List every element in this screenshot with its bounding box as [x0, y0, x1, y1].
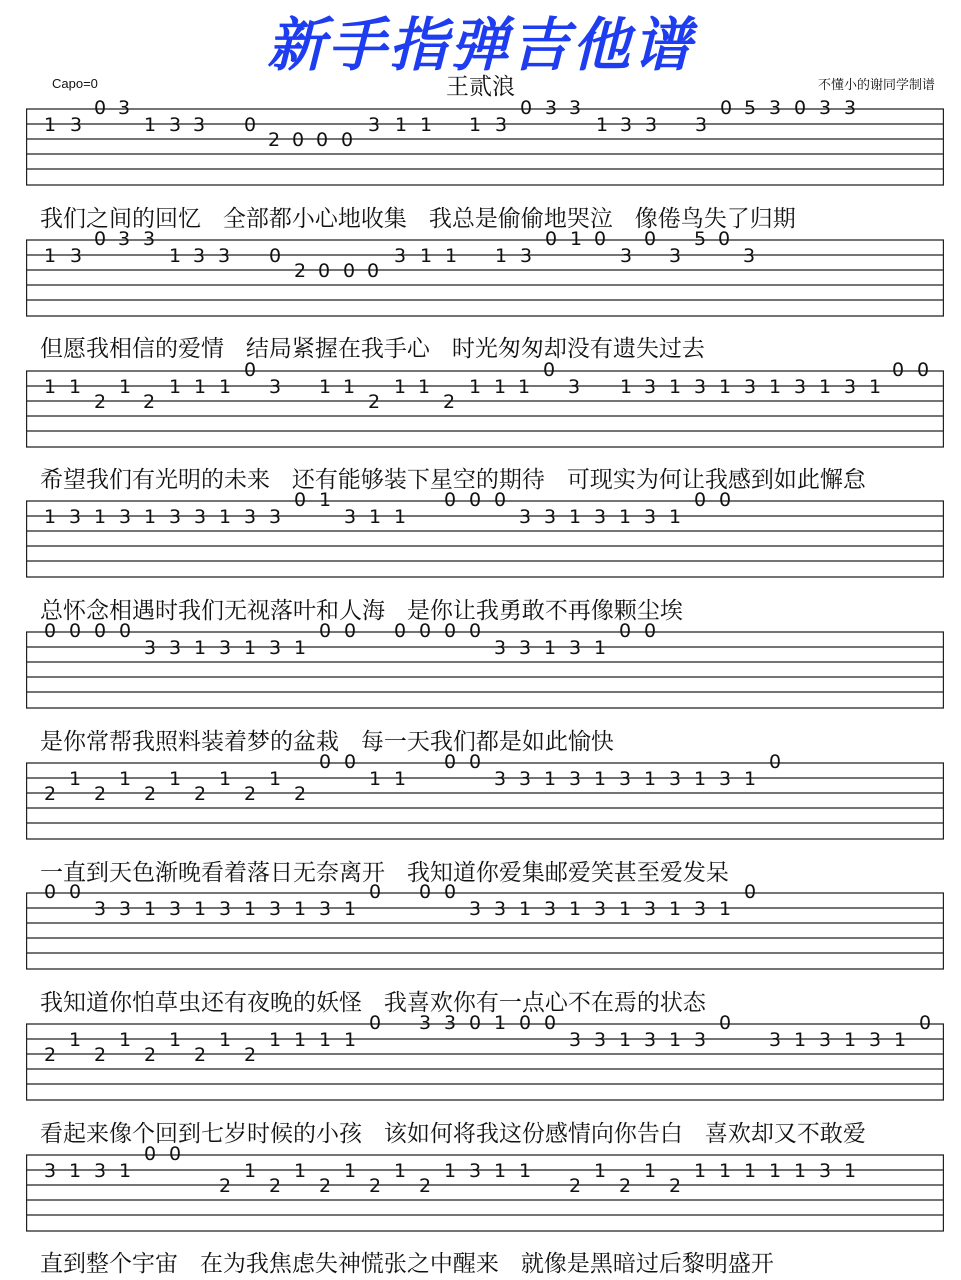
- svg-text:2: 2: [94, 391, 107, 413]
- svg-text:2: 2: [368, 391, 381, 413]
- svg-text:0: 0: [119, 621, 132, 642]
- svg-text:1: 1: [369, 768, 382, 790]
- svg-text:1: 1: [369, 506, 382, 528]
- svg-text:1: 1: [719, 898, 732, 920]
- svg-text:3: 3: [319, 898, 332, 920]
- svg-text:2: 2: [268, 129, 281, 151]
- svg-text:3: 3: [194, 506, 207, 528]
- svg-text:0: 0: [244, 114, 257, 136]
- svg-text:0: 0: [544, 1013, 557, 1034]
- svg-text:0: 0: [444, 752, 457, 773]
- svg-text:1: 1: [669, 1029, 682, 1051]
- svg-text:3: 3: [519, 506, 532, 528]
- svg-text:1: 1: [119, 768, 132, 790]
- svg-text:1: 1: [794, 1160, 807, 1182]
- svg-text:3: 3: [744, 376, 757, 398]
- svg-text:0: 0: [444, 882, 457, 903]
- svg-text:1: 1: [619, 1029, 632, 1051]
- svg-text:3: 3: [644, 898, 657, 920]
- svg-text:3: 3: [569, 1029, 582, 1051]
- svg-text:1: 1: [819, 376, 832, 398]
- tab-staff-3: [26, 360, 944, 452]
- svg-text:1: 1: [244, 1160, 257, 1182]
- svg-text:1: 1: [594, 637, 607, 659]
- svg-text:2: 2: [369, 1175, 382, 1197]
- svg-text:0: 0: [69, 621, 82, 642]
- svg-text:3: 3: [69, 506, 82, 528]
- svg-text:0: 0: [292, 129, 305, 151]
- tab-staff-7: [26, 882, 944, 974]
- tab-staff-6: [26, 752, 944, 844]
- svg-text:0: 0: [444, 490, 457, 511]
- svg-text:3: 3: [844, 376, 857, 398]
- svg-text:1: 1: [294, 1160, 307, 1182]
- svg-text:3: 3: [568, 376, 581, 398]
- svg-text:3: 3: [119, 898, 132, 920]
- svg-text:0: 0: [94, 98, 107, 119]
- svg-text:0: 0: [469, 621, 482, 642]
- lyric-line-8: 看起来像个回到七岁时候的小孩 该如何将我这份感情向你告白 喜欢却又不敢爱: [40, 1121, 866, 1147]
- svg-text:1: 1: [119, 1160, 132, 1182]
- svg-text:0: 0: [344, 752, 357, 773]
- svg-text:3: 3: [419, 1013, 432, 1034]
- svg-text:1: 1: [169, 768, 182, 790]
- svg-text:3: 3: [469, 1160, 482, 1182]
- svg-text:3: 3: [594, 506, 607, 528]
- svg-text:3: 3: [70, 245, 83, 267]
- svg-text:3: 3: [519, 768, 532, 790]
- svg-text:2: 2: [94, 783, 107, 805]
- svg-text:2: 2: [244, 783, 257, 805]
- svg-text:1: 1: [418, 376, 431, 398]
- svg-text:1: 1: [519, 1160, 532, 1182]
- svg-text:1: 1: [570, 229, 583, 250]
- svg-text:0: 0: [244, 360, 257, 381]
- svg-text:0: 0: [369, 1013, 382, 1034]
- lyric-line-9: 直到整个宇宙 在为我焦虑失神慌张之中醒来 就像是黑暗过后黎明盛开: [40, 1251, 774, 1277]
- svg-text:3: 3: [70, 114, 83, 136]
- svg-text:0: 0: [694, 490, 707, 511]
- svg-text:1: 1: [219, 1029, 232, 1051]
- svg-text:2: 2: [294, 783, 307, 805]
- svg-text:3: 3: [495, 114, 508, 136]
- svg-text:3: 3: [218, 245, 231, 267]
- svg-text:1: 1: [343, 376, 356, 398]
- svg-text:0: 0: [744, 882, 757, 903]
- svg-text:0: 0: [394, 621, 407, 642]
- svg-text:1: 1: [420, 245, 433, 267]
- svg-text:3: 3: [769, 1029, 782, 1051]
- svg-text:1: 1: [69, 1029, 82, 1051]
- svg-text:1: 1: [169, 1029, 182, 1051]
- svg-text:2: 2: [144, 1044, 157, 1066]
- svg-text:3: 3: [794, 376, 807, 398]
- svg-text:3: 3: [819, 1029, 832, 1051]
- svg-text:0: 0: [469, 1013, 482, 1034]
- svg-text:0: 0: [319, 752, 332, 773]
- svg-text:3: 3: [620, 245, 633, 267]
- svg-text:2: 2: [44, 783, 57, 805]
- svg-text:1: 1: [694, 1160, 707, 1182]
- svg-text:2: 2: [144, 783, 157, 805]
- svg-text:1: 1: [569, 506, 582, 528]
- svg-text:3: 3: [193, 245, 206, 267]
- capo-label: Capo=0: [52, 76, 98, 91]
- svg-text:1: 1: [194, 637, 207, 659]
- svg-text:2: 2: [194, 783, 207, 805]
- svg-text:1: 1: [44, 376, 57, 398]
- svg-text:5: 5: [694, 229, 707, 250]
- svg-text:0: 0: [619, 621, 632, 642]
- svg-text:2: 2: [419, 1175, 432, 1197]
- svg-text:3: 3: [819, 98, 832, 119]
- svg-text:1: 1: [669, 376, 682, 398]
- svg-text:1: 1: [395, 114, 408, 136]
- svg-text:3: 3: [169, 637, 182, 659]
- svg-text:3: 3: [269, 637, 282, 659]
- svg-text:1: 1: [394, 1160, 407, 1182]
- tab-staff-4: [26, 490, 944, 582]
- svg-text:1: 1: [769, 1160, 782, 1182]
- svg-text:2: 2: [194, 1044, 207, 1066]
- song-title: 王贰浪: [446, 73, 515, 99]
- svg-text:0: 0: [469, 490, 482, 511]
- svg-text:1: 1: [394, 506, 407, 528]
- svg-text:1: 1: [319, 376, 332, 398]
- svg-text:3: 3: [143, 229, 156, 250]
- svg-text:0: 0: [644, 229, 657, 250]
- svg-text:1: 1: [244, 637, 257, 659]
- svg-text:1: 1: [495, 245, 508, 267]
- svg-text:0: 0: [543, 360, 556, 381]
- svg-text:0: 0: [444, 621, 457, 642]
- svg-text:1: 1: [194, 376, 207, 398]
- svg-text:1: 1: [644, 1160, 657, 1182]
- svg-text:0: 0: [519, 1013, 532, 1034]
- svg-text:3: 3: [144, 637, 157, 659]
- svg-text:3: 3: [444, 1013, 457, 1034]
- svg-text:1: 1: [269, 1029, 282, 1051]
- svg-text:1: 1: [744, 768, 757, 790]
- lyric-line-3: 希望我们有光明的未来 还有能够装下星空的期待 可现实为何让我感到如此懈怠: [40, 467, 866, 493]
- svg-text:2: 2: [143, 391, 156, 413]
- svg-text:0: 0: [341, 129, 354, 151]
- svg-text:1: 1: [294, 1029, 307, 1051]
- svg-text:1: 1: [844, 1029, 857, 1051]
- svg-text:3: 3: [743, 245, 756, 267]
- svg-text:1: 1: [169, 245, 182, 267]
- svg-text:0: 0: [69, 882, 82, 903]
- svg-text:3: 3: [594, 1029, 607, 1051]
- svg-text:1: 1: [769, 376, 782, 398]
- svg-text:1: 1: [269, 768, 282, 790]
- svg-text:3: 3: [695, 114, 708, 136]
- svg-text:3: 3: [644, 506, 657, 528]
- svg-text:3: 3: [269, 506, 282, 528]
- svg-text:1: 1: [219, 506, 232, 528]
- svg-text:3: 3: [94, 898, 107, 920]
- svg-text:3: 3: [520, 245, 533, 267]
- svg-text:3: 3: [620, 114, 633, 136]
- svg-text:0: 0: [644, 621, 657, 642]
- svg-text:1: 1: [794, 1029, 807, 1051]
- svg-text:3: 3: [169, 506, 182, 528]
- svg-text:1: 1: [494, 1013, 507, 1034]
- svg-text:5: 5: [744, 98, 757, 119]
- svg-text:3: 3: [594, 898, 607, 920]
- svg-text:1: 1: [744, 1160, 757, 1182]
- svg-text:1: 1: [194, 898, 207, 920]
- svg-text:0: 0: [344, 621, 357, 642]
- page-title: 新手指弹吉他谱: [266, 11, 694, 79]
- svg-text:3: 3: [519, 637, 532, 659]
- svg-text:1: 1: [394, 376, 407, 398]
- svg-text:1: 1: [444, 1160, 457, 1182]
- svg-text:0: 0: [318, 260, 331, 282]
- svg-text:0: 0: [94, 229, 107, 250]
- svg-text:1: 1: [619, 506, 632, 528]
- svg-text:3: 3: [869, 1029, 882, 1051]
- svg-text:0: 0: [367, 260, 380, 282]
- tab-staff-8: [26, 1013, 944, 1105]
- svg-text:1: 1: [344, 898, 357, 920]
- svg-text:1: 1: [469, 114, 482, 136]
- svg-text:0: 0: [917, 360, 930, 381]
- svg-text:0: 0: [294, 490, 307, 511]
- svg-text:0: 0: [769, 752, 782, 773]
- svg-text:1: 1: [319, 1029, 332, 1051]
- svg-text:3: 3: [269, 376, 282, 398]
- svg-text:0: 0: [469, 752, 482, 773]
- svg-text:1: 1: [244, 898, 257, 920]
- svg-text:0: 0: [545, 229, 558, 250]
- svg-text:1: 1: [219, 376, 232, 398]
- svg-text:0: 0: [144, 1144, 157, 1165]
- svg-text:2: 2: [569, 1175, 582, 1197]
- svg-text:3: 3: [844, 98, 857, 119]
- svg-text:3: 3: [368, 114, 381, 136]
- svg-text:3: 3: [719, 768, 732, 790]
- svg-text:0: 0: [720, 98, 733, 119]
- svg-text:1: 1: [44, 506, 57, 528]
- svg-text:1: 1: [644, 768, 657, 790]
- lyric-line-5: 是你常帮我照料装着梦的盆栽 每一天我们都是如此愉快: [40, 729, 614, 755]
- svg-text:2: 2: [294, 260, 307, 282]
- svg-text:1: 1: [119, 1029, 132, 1051]
- svg-text:1: 1: [669, 898, 682, 920]
- svg-text:3: 3: [494, 768, 507, 790]
- svg-text:3: 3: [344, 506, 357, 528]
- svg-text:1: 1: [569, 898, 582, 920]
- svg-text:1: 1: [596, 114, 609, 136]
- svg-text:0: 0: [44, 621, 57, 642]
- tab-staff-5: [26, 621, 944, 713]
- svg-text:0: 0: [316, 129, 329, 151]
- svg-text:3: 3: [569, 637, 582, 659]
- svg-text:2: 2: [44, 1044, 57, 1066]
- svg-text:3: 3: [669, 245, 682, 267]
- svg-text:3: 3: [219, 637, 232, 659]
- svg-text:2: 2: [619, 1175, 632, 1197]
- svg-text:1: 1: [294, 637, 307, 659]
- svg-text:0: 0: [343, 260, 356, 282]
- svg-text:1: 1: [344, 1029, 357, 1051]
- svg-text:3: 3: [219, 898, 232, 920]
- svg-text:1: 1: [594, 768, 607, 790]
- lyric-line-2: 但愿我相信的爱情 结局紧握在我手心 时光匆匆却没有遗失过去: [40, 336, 705, 362]
- svg-text:3: 3: [544, 898, 557, 920]
- svg-text:1: 1: [69, 1160, 82, 1182]
- lyric-line-6: 一直到天色渐晚看着落日无奈离开 我知道你爱集邮爱笑甚至爱发呆: [40, 860, 729, 886]
- svg-text:3: 3: [694, 376, 707, 398]
- svg-text:1: 1: [144, 506, 157, 528]
- svg-text:1: 1: [869, 376, 882, 398]
- svg-text:3: 3: [694, 898, 707, 920]
- svg-text:3: 3: [819, 1160, 832, 1182]
- svg-text:3: 3: [269, 898, 282, 920]
- svg-text:2: 2: [319, 1175, 332, 1197]
- svg-text:0: 0: [719, 1013, 732, 1034]
- svg-text:1: 1: [144, 898, 157, 920]
- svg-text:0: 0: [169, 1144, 182, 1165]
- svg-text:0: 0: [369, 882, 382, 903]
- svg-text:2: 2: [94, 1044, 107, 1066]
- svg-text:1: 1: [420, 114, 433, 136]
- svg-text:3: 3: [619, 768, 632, 790]
- svg-text:1: 1: [319, 490, 332, 511]
- svg-text:1: 1: [494, 1160, 507, 1182]
- svg-text:3: 3: [169, 114, 182, 136]
- svg-text:1: 1: [894, 1029, 907, 1051]
- svg-text:1: 1: [719, 1160, 732, 1182]
- svg-text:1: 1: [344, 1160, 357, 1182]
- svg-text:3: 3: [119, 506, 132, 528]
- svg-text:3: 3: [645, 114, 658, 136]
- svg-text:2: 2: [269, 1175, 282, 1197]
- svg-text:1: 1: [144, 114, 157, 136]
- svg-text:3: 3: [545, 98, 558, 119]
- svg-text:3: 3: [569, 98, 582, 119]
- svg-text:1: 1: [519, 898, 532, 920]
- svg-text:1: 1: [445, 245, 458, 267]
- svg-text:1: 1: [44, 245, 57, 267]
- svg-text:3: 3: [118, 229, 131, 250]
- svg-text:1: 1: [620, 376, 633, 398]
- svg-text:0: 0: [520, 98, 533, 119]
- svg-text:3: 3: [569, 768, 582, 790]
- svg-text:3: 3: [544, 506, 557, 528]
- tab-staff-2: [26, 229, 944, 321]
- svg-text:1: 1: [494, 376, 507, 398]
- svg-text:1: 1: [44, 114, 57, 136]
- svg-text:0: 0: [719, 490, 732, 511]
- svg-text:1: 1: [119, 376, 132, 398]
- svg-text:3: 3: [694, 1029, 707, 1051]
- svg-text:3: 3: [394, 245, 407, 267]
- svg-text:3: 3: [644, 1029, 657, 1051]
- svg-text:0: 0: [892, 360, 905, 381]
- svg-text:0: 0: [419, 621, 432, 642]
- svg-text:3: 3: [494, 898, 507, 920]
- svg-text:0: 0: [94, 621, 107, 642]
- svg-text:1: 1: [294, 898, 307, 920]
- svg-text:3: 3: [244, 506, 257, 528]
- svg-text:0: 0: [794, 98, 807, 119]
- svg-text:1: 1: [469, 376, 482, 398]
- lyric-line-4: 总怀念相遇时我们无视落叶和人海 是你让我勇敢不再像颗尘埃: [40, 598, 683, 624]
- svg-text:3: 3: [769, 98, 782, 119]
- svg-text:0: 0: [919, 1013, 932, 1034]
- svg-text:1: 1: [844, 1160, 857, 1182]
- svg-text:3: 3: [118, 98, 131, 119]
- svg-text:0: 0: [319, 621, 332, 642]
- svg-text:1: 1: [594, 1160, 607, 1182]
- svg-text:0: 0: [594, 229, 607, 250]
- svg-text:2: 2: [443, 391, 456, 413]
- svg-text:1: 1: [69, 768, 82, 790]
- svg-text:3: 3: [193, 114, 206, 136]
- svg-text:2: 2: [244, 1044, 257, 1066]
- credit-label: 不懂小的谢同学制谱: [817, 77, 935, 92]
- svg-text:1: 1: [669, 506, 682, 528]
- svg-text:3: 3: [494, 637, 507, 659]
- svg-text:0: 0: [44, 882, 57, 903]
- svg-text:3: 3: [669, 768, 682, 790]
- svg-text:0: 0: [419, 882, 432, 903]
- svg-text:1: 1: [544, 768, 557, 790]
- tab-staff-9: [26, 1144, 944, 1236]
- svg-text:2: 2: [669, 1175, 682, 1197]
- svg-text:1: 1: [69, 376, 82, 398]
- svg-text:1: 1: [619, 898, 632, 920]
- svg-text:1: 1: [394, 768, 407, 790]
- svg-text:1: 1: [694, 768, 707, 790]
- svg-text:3: 3: [644, 376, 657, 398]
- svg-text:1: 1: [544, 637, 557, 659]
- svg-text:0: 0: [494, 490, 507, 511]
- svg-text:1: 1: [169, 376, 182, 398]
- svg-text:1: 1: [518, 376, 531, 398]
- svg-text:3: 3: [94, 1160, 107, 1182]
- tab-staff-1: [26, 98, 944, 190]
- svg-text:2: 2: [219, 1175, 232, 1197]
- svg-text:3: 3: [169, 898, 182, 920]
- svg-text:1: 1: [719, 376, 732, 398]
- svg-text:1: 1: [94, 506, 107, 528]
- svg-text:0: 0: [269, 245, 282, 267]
- svg-text:3: 3: [469, 898, 482, 920]
- lyric-line-7: 我知道你怕草虫还有夜晚的妖怪 我喜欢你有一点心不在焉的状态: [40, 990, 706, 1016]
- svg-text:1: 1: [219, 768, 232, 790]
- lyric-line-1: 我们之间的回忆 全部都小心地收集 我总是偷偷地哭泣 像倦鸟失了归期: [40, 206, 796, 232]
- svg-text:3: 3: [44, 1160, 57, 1182]
- svg-text:0: 0: [718, 229, 731, 250]
